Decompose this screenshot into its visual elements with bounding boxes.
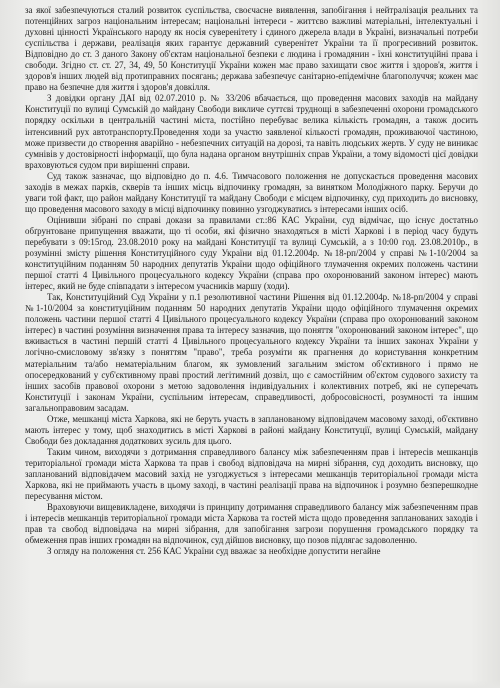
- paragraph-claim-granted: Враховуючи вищевикладене, виходячи із принципу дотримання справедливого балансу між забезпеченням прав і інтересів мешканців територіальної громади міста Харкова та гостей міста щодо проведення запланованих заходів і прав та свобод відповідача на мирні зібрання, для запобігання загрози порушення громадського порядку та обмеження прав інших громадян на відпочинок, суд дійшов висновку, що позов підлягає задоволенню.: [25, 502, 478, 546]
- paragraph-constitutional-court: Так, Конституційний Суд України у п.1 резолютивної частини Рішення від 01.12.2004р. №18-рп/2004 у справі №1-10/2004 за конституційним поданням 50 народних депутатів України щодо офіційного тлумачення окремих положень частини першої статті 4 Цивільного процесуального кодексу України (справа про охоронюваний законом інтерес) в частині розуміння визначення права та інтересу зазначив, що поняття "охоронюваний законом інтерес", що вживається в частині першій статті 4 Цивільного процесуального кодексу України та інших законах України у логічно-смисловому зв'язку з поняттям "право", треба розуміти як прагнення до користування конкретним матеріальним та/або нематеріальним благом, як зумовлений загальним змістом об'єктивного і прямо не опосередкований у суб'єктивному праві простий легітимний дозвіл, що є самостійним об'єктом судового захисту та інших засобів правової охорони з метою задоволення індивідуальних і колективних потреб, які не суперечать Конституції і законам України, суспільним інтересам, справедливості, добросовісності, розумності та іншим загальноправовим засадам.: [25, 292, 478, 413]
- document-body: [25, 5, 478, 557]
- paragraph-article-256: З огляду на положення ст. 256 КАС України суд вважає за необхідне допустити негайне: [47, 546, 381, 557]
- paragraph-dai-notice: З довідки органу ДАІ від 02.07.2010 р. № 33/206 вбачається, що проведення масових заходів на майдану Конституції по вулиці Сумській до майдану Свободи викличе суттєві труднощі в забезпеченні охорони громадського порядку оскільки в центральній частині міста, постійно перебуває велика кількість громадян, а також досить інтенсивний рух автотранспорту.Проведення ходи за участю заявленої кількості громадян, проживаючої частиною, може призвести до створення аварійно - небезпечних ситуацій на дорозі, та навіть людських жертв. У суду не виникає сумнівів у достовірності інформації, що була надана органом внутрішніх справ України, а тому відомості цієї довідки враховуються судом при вирішенні справи.: [25, 93, 478, 170]
- paragraph-balance-conclusion: Таким чином, виходячи з дотримання справедливого балансу між забезпеченням прав і інтересів мешканців територіальної громади міста Харкова та прав і свобод відповідача на мирні зібрання, суд доходить висновку, що запланований відповідачем масовий захід не узгоджується з інтересами мешканців територіальної громади міста Харкова, які не приймають участь в цьому заході, в частині реалізації права на відпочинок і розумно безперешкодне пересування містом.: [25, 446, 478, 502]
- paragraph-temporary-regulation: Суд також зазначає, що відповідно до п. 4.6. Тимчасового положення не допускається проведення масових заходів в межах парків, скверів та інших місць відпочинку громадян, за винятком Молодіжного парку. Беручи до уваги той факт, що район майдану Конституції та майдану Свободи є місцем відпочинку, суд приходить до висновку, що проведення масового заходу в місці відпочинку повинно узгоджуватись з інтересами інших осіб.: [25, 170, 478, 214]
- paragraph-national-security: за якої забезпечуються сталий розвиток суспільства, своєчасне виявлення, запобігання і нейтралізація реальних та потенційних загроз національним інтересам; національні інтереси - життєво важливі матеріальні, інтелектуальні і духовні цінності Українського народу як носія суверенітету і єдиного джерела влади в Україні, визначальні потреби суспільства і держави, реалізація яких гарантує державний суверенітет України та її прогресивний розвиток. Відповідно до ст. 3 даного Закону об'єктам національної безпеки є людина і громадянин - їхні конституційні права і свободи. Згідно ст. ст. 27, 34, 49, 50 Конституції України кожен має право захищати своє життя і здоров'я, життя і здоров'я інших людей від протиправних посягань; держава забезпечує санітарно-епідемічне благополуччя; кожен має право на безпечне для життя і здоров'я довкілля.: [25, 5, 478, 93]
- paragraph-residents-interest: Отже, мешканці міста Харкова, які не беруть участь в запланованому відповідачем масовому заході, об'єктивно мають інтерес у тому, щоб знаходитись в місті Харкові в районі майдану Конституції, вулиці Сумській, майдану Свободи без докладання додаткових зусиль для цього.: [25, 413, 478, 446]
- paragraph-evidence-assessment: Оцінивши зібрані по справі докази за правилами ст.:86 КАС України, суд відмічає, що існує достатньо обґрунтоване припущення вважати, що ті особи, які фізично знаходяться в місті Харкові і в період часу будуть перебувати з 09:15год. 23.08.2010 року на майдані Конституції та вулиці Сумській, а з 10:00 год. 23.08.2010р., в розумінні змісту рішення Конституційного суду України від 01.12.2004р. №18-рп/2004 у справі №1-10/2004 за конституційним поданням 50 народних депутатів України щодо офіційного тлумачення окремих положень частини першої статті 4 Цивільного процесуального кодексу України (справа про охоронюваний законом інтерес) мають інтерес, який не буде співпадати з інтересом учасників маршу (ходи).: [25, 214, 478, 292]
- page-bottom-edge: [0, 680, 500, 688]
